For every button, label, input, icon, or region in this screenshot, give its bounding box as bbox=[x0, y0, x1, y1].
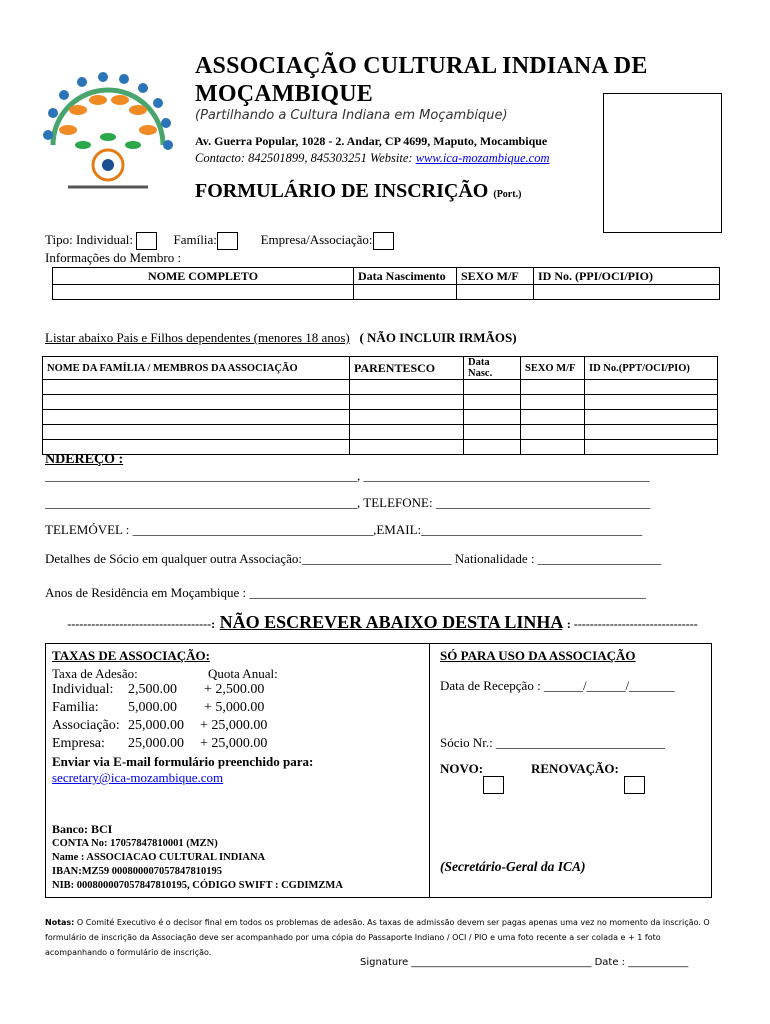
novo-checkbox[interactable] bbox=[483, 776, 504, 794]
table-row[interactable] bbox=[43, 440, 718, 455]
fees-panel bbox=[46, 644, 430, 897]
bank-iban: IBAN:MZ59 000800007057847810195 bbox=[52, 866, 223, 877]
secretary-signature: (Secretário-Geral da ICA) bbox=[440, 859, 586, 874]
signature-line[interactable]: Signature ____________________________________ Date : ____________ bbox=[360, 957, 689, 968]
quota-label: Quota Anual: bbox=[208, 666, 278, 681]
type-row: Tipo: Individual: Família: Empresa/Associação: bbox=[45, 232, 394, 250]
col-sexo: SEXO M/F bbox=[457, 268, 534, 285]
renovacao-checkbox[interactable] bbox=[624, 776, 645, 794]
socio-number-field[interactable]: Sócio Nr.: __________________________ bbox=[440, 735, 665, 750]
reception-date-field[interactable]: Data de Recepção : ______/______/_______ bbox=[440, 678, 675, 693]
col-nome: NOME COMPLETO bbox=[53, 268, 354, 285]
associacao-nationalidade-line[interactable]: Detalhes de Sócio em qualquer outra Associação:_______________________ Nationalidade : ___________________ bbox=[45, 551, 662, 566]
fee-quota-empresa: + 25,000.00 bbox=[200, 736, 268, 751]
address-text: Av. Guerra Popular, 1028 - 2. Andar, CP 4699, Maputo, Mocambique bbox=[195, 134, 548, 148]
website-link[interactable]: www.ica-mozambique.com bbox=[415, 151, 550, 165]
email-instruction: Enviar via E-mail formulário preenchido para: bbox=[52, 754, 314, 769]
fee-adesao-associacao: 25,000.00 bbox=[128, 718, 184, 733]
renovacao-label: RENOVAÇÃO: bbox=[531, 761, 619, 776]
residencia-line[interactable]: Anos de Residência em Moçambique : _____________________________________________________________ bbox=[45, 585, 646, 600]
member-table bbox=[52, 267, 720, 300]
office-header: SÓ PARA USO DA ASSOCIAÇÃO bbox=[440, 648, 636, 663]
organization-title: ASSOCIAÇÃO CULTURAL INDIANA DE MOÇAMBIQUE bbox=[195, 53, 648, 107]
table-row[interactable] bbox=[43, 380, 718, 395]
table-row[interactable] bbox=[43, 410, 718, 425]
fee-label-empresa: Empresa: bbox=[52, 736, 105, 751]
col-id-fam: ID No.(PPT/OCI/PIO) bbox=[585, 357, 718, 380]
family-table bbox=[42, 356, 718, 455]
fee-label-associacao: Associação: bbox=[52, 718, 120, 733]
col-id: ID No. (PPI/OCI/PIO) bbox=[534, 268, 720, 285]
col-familia-nome: NOME DA FAMÍLIA / MEMBROS DA ASSOCIAÇÃO bbox=[43, 357, 350, 380]
fee-label-individual: Individual: bbox=[52, 682, 114, 697]
office-box bbox=[45, 643, 712, 898]
telemovel-email-line[interactable]: TELEMÓVEL : _____________________________________,EMAIL:__________________________________ bbox=[45, 522, 643, 537]
fee-adesao-individual: 2,500.00 bbox=[128, 682, 177, 697]
bank-name: Banco: BCI bbox=[52, 822, 113, 836]
email-link[interactable]: secretary@ica-mozambique.com bbox=[52, 770, 224, 785]
familia-checkbox[interactable] bbox=[217, 232, 238, 250]
notes bbox=[45, 915, 725, 960]
bank-account-name: Name : ASSOCIACAO CULTURAL INDIANA bbox=[52, 852, 266, 863]
notes-text: O Comité Executivo é o decisor final em todos os problemas de adesão. As taxas de admissão devem ser pagas apenas uma vez no momento da inscrição. O formulário de inscrição da Associação deve ser acompanhado por uma cópia do Passaporte Indiano / OCI / PIO e uma foto recente a ser colada e + 1 foto acompanhando o formulário de inscrição. bbox=[45, 918, 710, 957]
telefone-line[interactable]: ________________________________________________, TELEFONE: _________________________________ bbox=[45, 495, 651, 510]
fee-quota-individual: + 2,500.00 bbox=[204, 682, 265, 697]
table-row[interactable] bbox=[43, 395, 718, 410]
fees-header: TAXAS DE ASSOCIAÇÃO: bbox=[52, 648, 210, 663]
bank-nib: NIB: 000800007057847810195, CÓDIGO SWIFT : CGDIMZMA bbox=[52, 880, 343, 891]
table-row[interactable] bbox=[53, 285, 720, 300]
fee-adesao-familia: 5,000.00 bbox=[128, 700, 177, 715]
adesao-label: Taxa de Adesão: bbox=[52, 666, 138, 681]
family-section-label: Listar abaixo Pais e Filhos dependentes (menores 18 anos) ( NÃO INCLUIR IRMÃOS) bbox=[45, 330, 517, 345]
photo-box[interactable] bbox=[603, 93, 722, 233]
tagline: (Partilhando a Cultura Indiana em Moçambique) bbox=[195, 108, 508, 123]
address-label: NDEREÇO : bbox=[45, 452, 124, 467]
col-parentesco: PARENTESCO bbox=[350, 357, 464, 380]
fee-quota-familia: + 5,000.00 bbox=[204, 700, 265, 715]
col-sexo-fam: SEXO M/F bbox=[521, 357, 585, 380]
logo-icon bbox=[28, 55, 188, 205]
table-row[interactable] bbox=[43, 425, 718, 440]
member-info-label: Informações do Membro : bbox=[45, 250, 182, 265]
col-data-nasc: Data Nasc. bbox=[464, 357, 521, 380]
contact-text: Contacto: 842501899, 845303251 Website: www.ica-mozambique.com bbox=[195, 151, 550, 165]
empresa-checkbox[interactable] bbox=[373, 232, 394, 250]
bank-conta: CONTA No: 17057847810001 (MZN) bbox=[52, 838, 218, 849]
novo-label: NOVO: bbox=[440, 761, 484, 776]
col-nascimento: Data Nascimento bbox=[354, 268, 457, 285]
form-title: FORMULÁRIO DE INSCRIÇÃO (Port.) bbox=[195, 180, 522, 202]
address-line-1[interactable]: ________________________________________________, ____________________________________________ bbox=[45, 468, 650, 483]
notes-label: Notas: bbox=[45, 918, 75, 927]
office-panel bbox=[440, 648, 636, 664]
fee-adesao-empresa: 25,000.00 bbox=[128, 736, 184, 751]
do-not-write-line: ------------------------------------: NÃO ESCREVER ABAIXO DESTA LINHA : ------------------------------- bbox=[67, 612, 698, 632]
fee-quota-associacao: + 25,000.00 bbox=[200, 718, 268, 733]
fee-label-familia: Familia: bbox=[52, 700, 99, 715]
individual-checkbox[interactable] bbox=[136, 232, 157, 250]
